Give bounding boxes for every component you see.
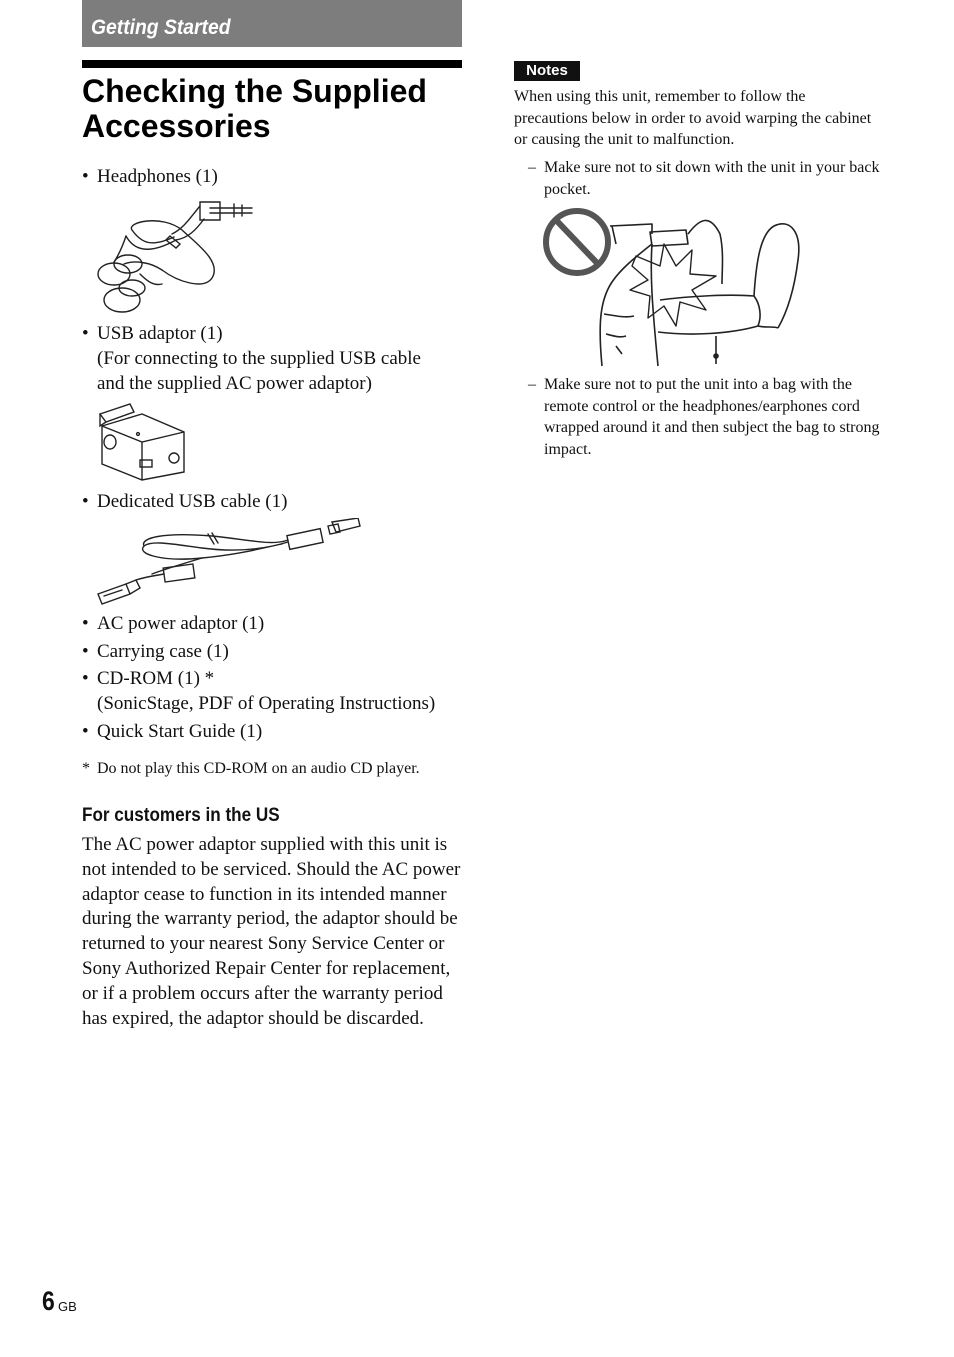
bullet: • — [82, 323, 89, 344]
accessory-description-line: (For connecting to the supplied USB cable — [97, 348, 421, 369]
accessory-label: CD-ROM (1) * — [97, 668, 215, 689]
accessory-label: Quick Start Guide (1) — [97, 721, 263, 742]
headphones-illustration — [92, 192, 257, 317]
accessory-label: USB adaptor (1) — [97, 323, 223, 344]
page-number-suffix: GB — [58, 1299, 77, 1314]
section-header-label: Getting Started — [91, 16, 231, 39]
section-header-band — [82, 0, 462, 47]
note-dash: – — [528, 159, 536, 176]
footnote-mark: * — [82, 760, 90, 777]
note-text: Make sure not to put the unit into a bag with the remote control or the headphones/earphones cord wrapped around it and then subject the bag to strong impact. — [544, 376, 880, 458]
usb-cable-illustration — [92, 518, 364, 608]
bullet: • — [82, 166, 89, 187]
bullet: • — [82, 613, 89, 634]
us-section-heading: For customers in the US — [82, 805, 280, 826]
us-section-body: The AC power adaptor supplied with this unit is not intended to be serviced. Should the AC power adaptor cease to function in its intended manner during the warranty period, the adaptor should be returned to your nearest Sony Service Center or Sony Authorized Repair Center for replacement, or if a problem occurs after the warranty period has expired, the adaptor should be discarded. — [82, 834, 461, 1029]
title-rule — [82, 60, 462, 68]
note-text: Make sure not to sit down with the unit in your back pocket. — [544, 159, 880, 198]
page-title: Checking the Supplied Accessories — [82, 73, 427, 144]
bullet: • — [82, 641, 89, 662]
bullet: • — [82, 668, 89, 689]
bullet: • — [82, 491, 89, 512]
accessory-label: AC power adaptor (1) — [97, 613, 265, 634]
accessory-label: Headphones (1) — [97, 166, 218, 187]
usb-adaptor-illustration — [94, 402, 190, 484]
accessory-description-line: (SonicStage, PDF of Operating Instructions) — [97, 693, 436, 714]
accessory-label: Carrying case (1) — [97, 641, 229, 662]
accessory-description-line: and the supplied AC power adaptor) — [97, 373, 372, 394]
prohibited-icon — [546, 211, 608, 273]
notes-intro: When using this unit, remember to follow the precautions below in order to avoid warping the cabinet or causing the unit to malfunction. — [514, 88, 872, 148]
notes-badge: Notes — [514, 61, 580, 81]
footnote-text: Do not play this CD-ROM on an audio CD player. — [97, 760, 420, 777]
bullet: • — [82, 721, 89, 742]
page-number: 6 — [42, 1286, 55, 1316]
accessory-label: Dedicated USB cable (1) — [97, 491, 288, 512]
no-sitting-warning-illustration — [540, 204, 804, 368]
note-dash: – — [528, 376, 536, 393]
